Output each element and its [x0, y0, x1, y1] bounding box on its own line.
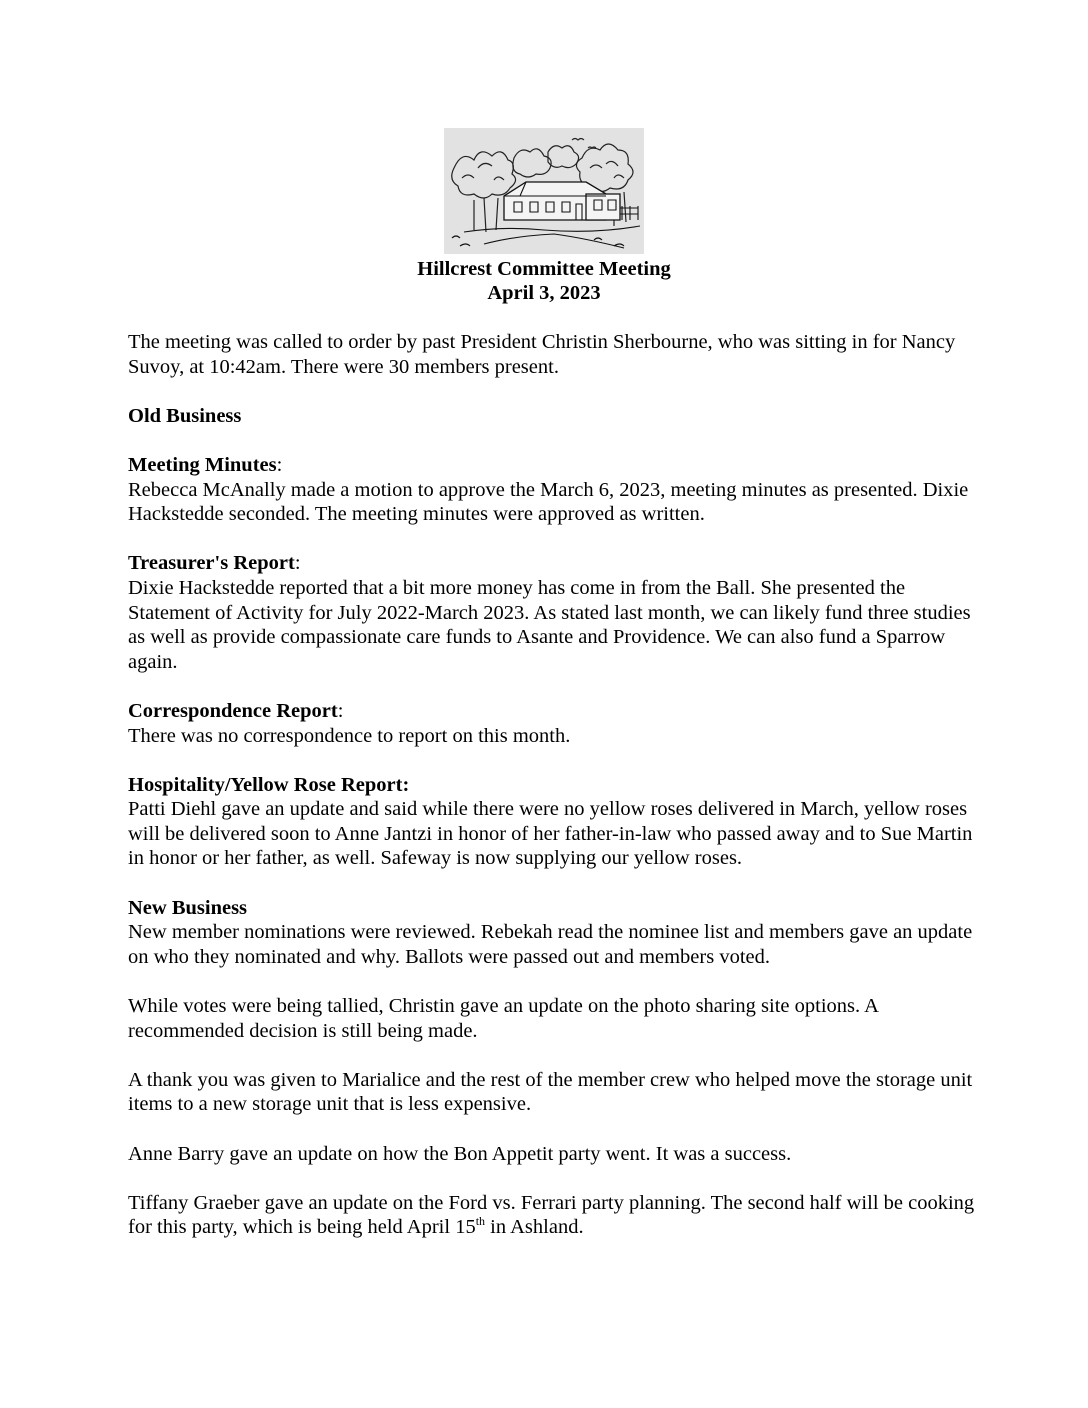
treasurer-report-heading: Treasurer's Report — [128, 552, 295, 575]
meeting-minutes-text: Rebecca McAnally made a motion to approve the March 6, 2023, meeting minutes as presented. Dixie Hackstedde seconded. The meeting minutes were approved as written. — [128, 478, 969, 526]
meeting-minutes-heading: Meeting Minutes — [128, 453, 277, 476]
treasurer-report-section — [128, 551, 988, 674]
meeting-minutes-section — [128, 453, 988, 527]
new-business-paragraph: A thank you was given to Marialice and the rest of the member crew who helped move the storage unit items to a new storage unit that is less expensive. — [128, 1068, 973, 1116]
treasurer-report-text: Dixie Hackstedde reported that a bit more money has come in from the Ball. She presented the Statement of Activity for July 2022-March 2023. As stated last month, we can likely fund three studies as well as provide compassionate care funds to Asante and Providence. We can also fund a Sparrow again. — [128, 576, 971, 673]
new-business-section — [128, 896, 988, 970]
party-planning-text: Tiffany Graeber gave an update on the Ford vs. Ferrari party planning. The second half will be cooking for this party, which is being held April 15 — [128, 1191, 975, 1239]
house-sketch-logo — [444, 128, 644, 254]
hospitality-report-heading: Hospitality/Yellow Rose Report: — [128, 773, 410, 796]
ordinal-suffix: th — [475, 1214, 486, 1229]
new-business-heading: New Business — [128, 896, 248, 919]
new-business-paragraph-last — [128, 1191, 988, 1240]
minutes-body — [128, 330, 988, 1265]
heading-colon: : — [276, 453, 283, 476]
new-business-text: New member nominations were reviewed. Rebekah read the nominee list and members gave an update on who they nominated and why. Ballots were passed out and members voted. — [128, 921, 973, 968]
new-business-paragraph: Anne Barry gave an update on how the Bon Appetit party went. It was a success. — [128, 1142, 792, 1165]
correspondence-report-text: There was no correspondence to report on this month. — [128, 724, 571, 747]
document-title-block — [0, 257, 1088, 305]
correspondence-report-heading: Correspondence Report — [128, 699, 338, 722]
old-business-heading: Old Business — [128, 404, 242, 427]
document-title: Hillcrest Committee Meeting — [417, 258, 671, 280]
new-business-paragraph: While votes were being tallied, Christin gave an update on the photo sharing site options. A recommended decision is still being made. — [128, 995, 878, 1042]
meeting-date: April 3, 2023 — [487, 282, 601, 304]
hospitality-report-text: Patti Diehl gave an update and said while there were no yellow roses delivered in March, yellow roses will be delivered soon to Anne Jantzi in honor of her father-in-law who passed away and to Sue Martin in honor or her father, as well. Safeway is now supplying our yellow roses. — [128, 798, 973, 870]
heading-colon: : — [337, 699, 344, 722]
hospitality-report-section — [128, 773, 988, 871]
house-sketch-icon — [444, 128, 644, 254]
intro-paragraph: The meeting was called to order by past President Christin Sherbourne, who was sitting in for Nancy Suvoy, at 10:42am. There were 30 members present. — [128, 331, 956, 378]
party-location-text: in Ashland. — [485, 1216, 584, 1239]
correspondence-report-section — [128, 699, 988, 748]
heading-colon: : — [294, 552, 301, 575]
